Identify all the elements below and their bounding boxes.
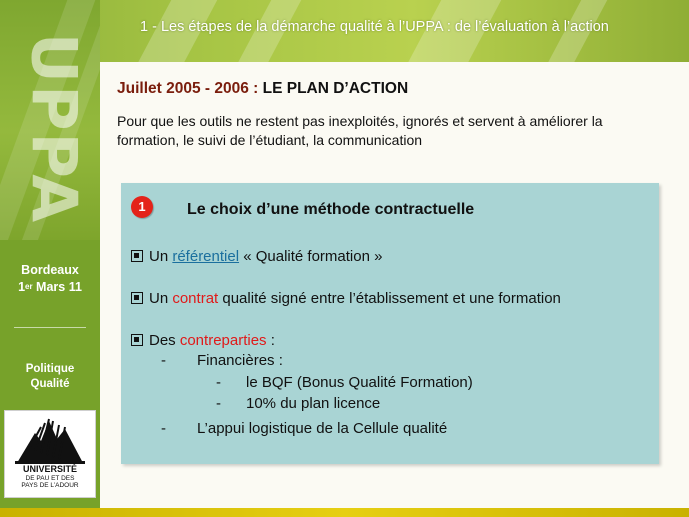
bullet-contreparties: Des contreparties : [131, 332, 651, 349]
referentiel-link[interactable]: référentiel [172, 248, 240, 265]
section-label [0, 362, 100, 392]
sub-item-bqf: - le BQF (Bonus Qualité Formation) [216, 374, 473, 391]
sidebar-divider [14, 327, 86, 328]
sub-item-licence: - 10% du plan licence [216, 395, 381, 412]
section-label-line2: Qualité [30, 378, 70, 390]
date-label: 1er Mars 11 [18, 280, 82, 294]
university-name: UNIVERSITÉ [22, 464, 77, 474]
square-bullet-icon [131, 334, 143, 346]
uppa-logo-text: UPPA [17, 32, 91, 225]
sub-item-appui: - L’appui logistique de la Cellule qualité [161, 420, 448, 437]
university-subtitle: DE PAU ET DES PAYS DE L’ADOUR [21, 475, 79, 489]
location-date [0, 262, 100, 296]
bottom-bar [0, 508, 689, 517]
bullet-referentiel: Un référentiel « Qualité formation » [131, 248, 651, 265]
section-heading [117, 80, 408, 98]
square-bullet-icon [131, 250, 143, 262]
square-bullet-icon [131, 292, 143, 304]
number-badge: 1 [131, 196, 153, 218]
university-emblem-icon [15, 413, 85, 465]
location-label: Bordeaux [21, 263, 79, 277]
heading-title: LE PLAN D’ACTION [262, 80, 409, 97]
university-logo [4, 410, 96, 498]
contrat-highlight: contrat [172, 290, 219, 307]
slide-title: 1 - Les étapes de la démarche qualité à l’UPPA : de l’évaluation à l’action [140, 19, 609, 35]
panel-title: Le choix d’une méthode contractuelle [187, 201, 475, 218]
intro-text: Pour que les outils ne restent pas inexploités, ignorés et servent à améliorer la formation, le suivi de l’étudiant, la communication [117, 113, 603, 148]
heading-date: Juillet 2005 - 2006 : [117, 80, 259, 97]
top-banner [0, 0, 689, 62]
uppa-logo-block [0, 0, 100, 240]
sub-item-financieres: - Financières : [161, 352, 283, 369]
section-label-line1: Politique [25, 363, 75, 375]
bullet-contrat: Un contrat qualité signé entre l’établissement et une formation [131, 290, 651, 307]
sidebar [0, 0, 100, 508]
contreparties-highlight: contreparties [179, 332, 267, 349]
